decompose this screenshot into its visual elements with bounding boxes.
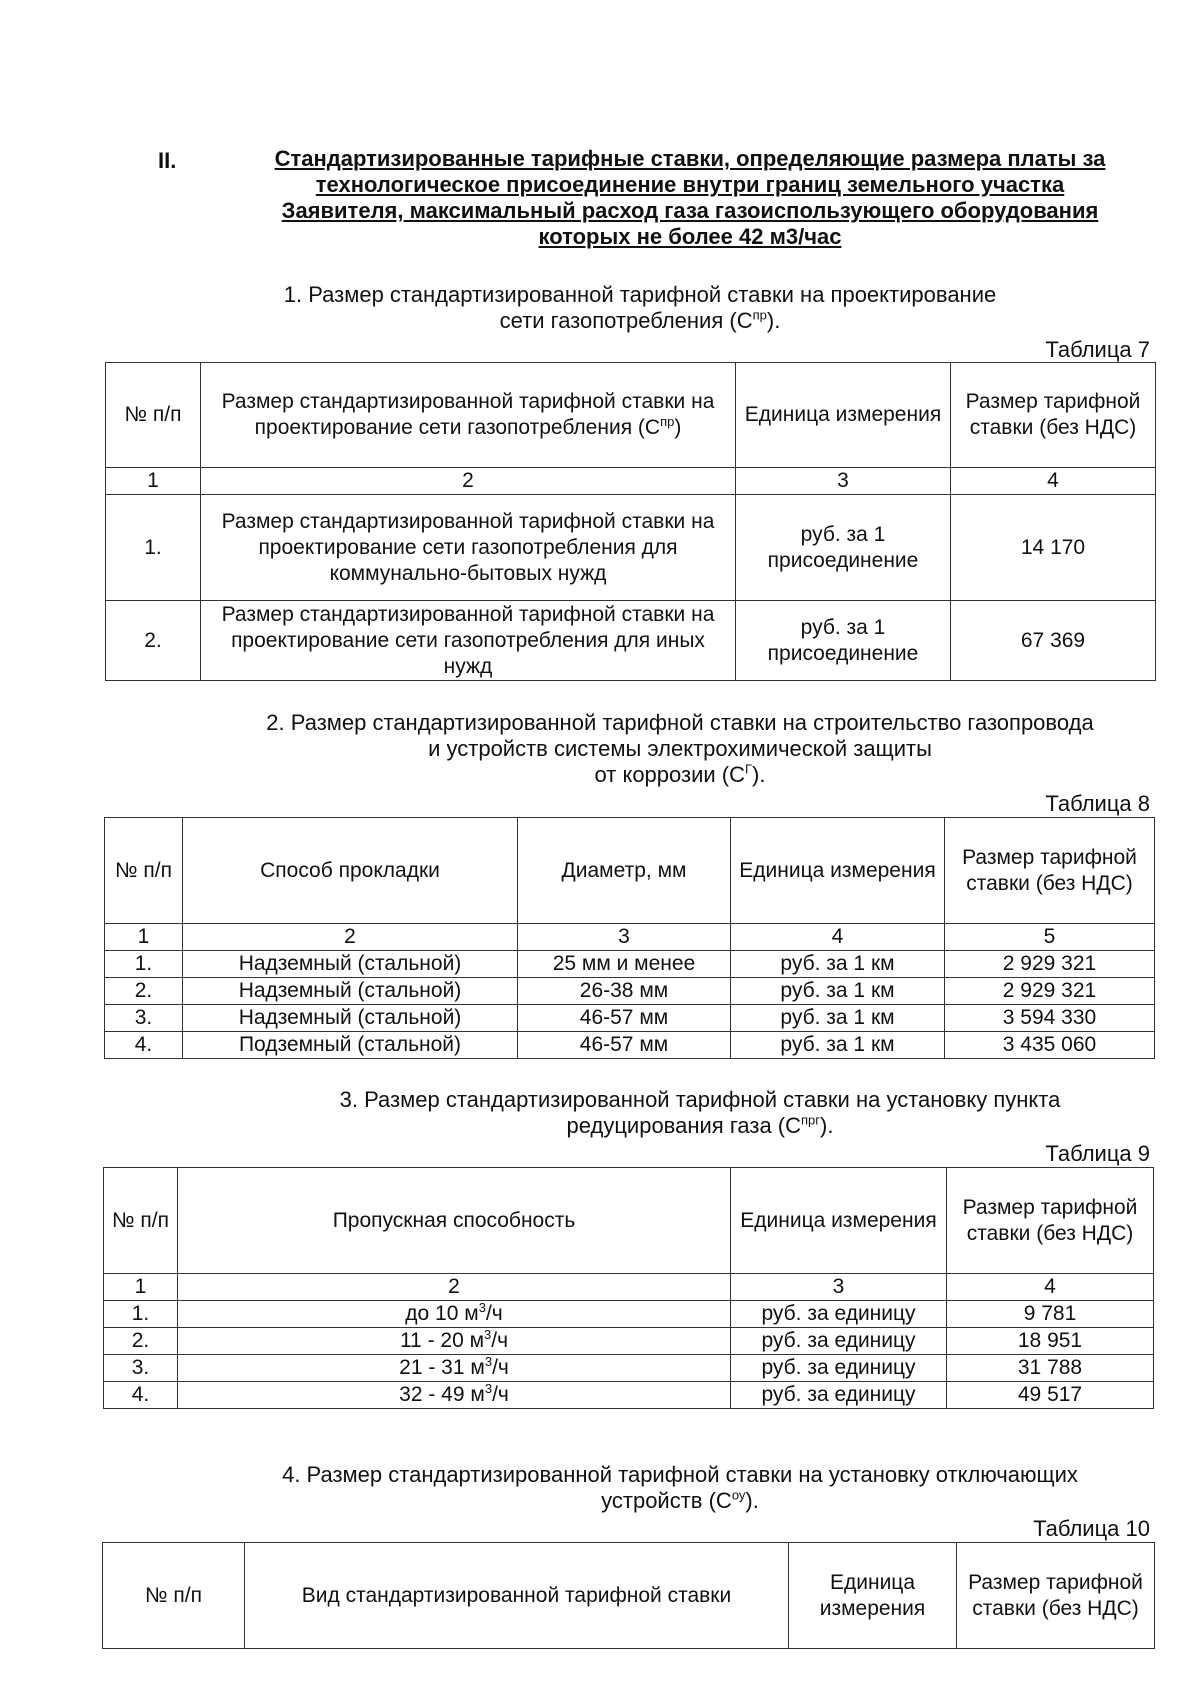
table8-header-row [105,818,1155,924]
table-row [105,978,1155,1005]
table8-cell-rate: 2 929 321 [945,951,1155,978]
table8-cell-diameter: 25 мм и менее [518,951,731,978]
table10-heading-text: ). [745,1488,759,1513]
table7-header-sup: пр [660,414,675,429]
table7-cell-num: 1. [106,495,201,601]
table8-heading-text: от коррозии (С [594,762,745,787]
table9-cell-unit: руб. за единицу [731,1355,947,1382]
table9-heading-line: 3. Размер стандартизированной тарифной ставки на установку пункта [339,1087,1061,1112]
table7-header-text: Размер стандартизированной тарифной ставки на проектирование сети газопотребления (С [221,390,715,439]
table7-header-row [106,363,1156,468]
table9-cell-rate: 31 788 [947,1355,1154,1382]
table-row [105,951,1155,978]
table9-cell-num: 1. [104,1301,178,1328]
table10-header-num: № п/п [103,1543,245,1649]
table8-colnum: 3 [518,924,731,951]
table10-header-kind: Вид стандартизированной тарифной ставки [245,1543,789,1649]
table8-label: Таблица 8 [1045,791,1150,816]
table8-cell-rate: 2 929 321 [945,978,1155,1005]
table9-colnum: 2 [178,1274,731,1301]
table7-cell-unit: руб. за 1 присоединение [736,601,951,681]
table8-cell-num: 3. [105,1005,183,1032]
capacity-value: до 10 [405,1302,459,1325]
table8-colnum: 2 [183,924,518,951]
table7-colnum: 2 [201,468,736,495]
table7-heading-line: 1. Размер стандартизированной тарифной ставки на проектирование [283,282,997,307]
capacity-value: 21 - 31 [399,1356,465,1379]
table8-cell-diameter: 46-57 мм [518,1032,731,1059]
table8-heading [200,710,1160,788]
table9-cell-rate: 9 781 [947,1301,1154,1328]
table9-header-row [104,1168,1154,1274]
section-title [220,146,1160,250]
table8-colnum: 1 [105,924,183,951]
capacity-unit: м [458,1302,479,1325]
table8-cell-method: Надземный (стальной) [183,978,518,1005]
table-row [106,601,1156,681]
table8-header-method: Способ прокладки [183,818,518,924]
table9-heading [250,1087,1150,1139]
table9-heading-sup: прг [801,1112,821,1128]
table-row [106,495,1156,601]
table8-heading-line: и устройств системы электрохимической защиты [428,736,932,761]
table7-header-num: № п/п [106,363,201,468]
table9-cell-unit: руб. за единицу [731,1328,947,1355]
table7-header-text: ) [674,416,682,439]
table9-heading-line [250,1113,1150,1139]
capacity-unit-sup: 3 [484,1327,492,1342]
table9-header-unit: Единица измерения [731,1168,947,1274]
capacity-unit-sup: 3 [478,1300,486,1315]
table-row [104,1382,1154,1409]
table7-cell-name: Размер стандартизированной тарифной ставки на проектирование сети газопотребления для иных нужд [201,601,736,681]
table7-heading [200,282,1080,334]
table10-header-unit: Единица измерения [789,1543,957,1649]
table8-cell-num: 4. [105,1032,183,1059]
table8-cell-rate: 3 594 330 [945,1005,1155,1032]
table9-label: Таблица 9 [1045,1141,1150,1166]
table8-header-unit: Единица измерения [731,818,945,924]
table7-cell-unit: руб. за 1 присоединение [736,495,951,601]
table8-cell-unit: руб. за 1 км [731,978,945,1005]
table7-cell-num: 2. [106,601,201,681]
table9-heading-text: редуцирования газа (С [566,1113,802,1138]
table8-cell-num: 2. [105,978,183,1005]
table7-header-unit: Единица измерения [736,363,951,468]
table7-heading-line [200,308,1080,334]
table8-cell-method: Подземный (стальной) [183,1032,518,1059]
table9-header-num: № п/п [104,1168,178,1274]
table8-colnum: 4 [731,924,945,951]
table8-heading-line: 2. Размер стандартизированной тарифной ставки на строительство газопровода [266,710,1094,735]
table7-colnum: 3 [736,468,951,495]
table8-cell-method: Надземный (стальной) [183,1005,518,1032]
table7-label: Таблица 7 [1045,337,1150,362]
section-title-line: которых не более 42 м3/час [538,224,842,249]
capacity-unit: м [464,1383,485,1406]
table9-cell-capacity [178,1301,731,1328]
table8-cell-method: Надземный (стальной) [183,951,518,978]
table-row [104,1328,1154,1355]
table8-header-rate: Размер тарифной ставки (без НДС) [945,818,1155,924]
table9-colnum: 3 [731,1274,947,1301]
section-number: II. [158,148,177,173]
capacity-value: 32 - 49 [399,1383,465,1406]
table8-cell-unit: руб. за 1 км [731,1005,945,1032]
table10-heading-sup: оу [731,1487,746,1503]
table9-cell-rate: 18 951 [947,1328,1154,1355]
table10-header-row [103,1543,1155,1649]
capacity-unit: /ч [492,1356,509,1379]
table9-heading-text: ). [820,1113,834,1138]
table10-heading-line [230,1488,1130,1514]
table9-cell-capacity [178,1328,731,1355]
table-row [105,1032,1155,1059]
table10-heading-text: устройств (С [601,1488,732,1513]
table8-cell-unit: руб. за 1 км [731,951,945,978]
capacity-unit: м [463,1329,485,1352]
table8-header-diameter: Диаметр, мм [518,818,731,924]
table7-colnum: 4 [951,468,1156,495]
table9 [103,1167,1154,1409]
table9-cell-num: 4. [104,1382,178,1409]
capacity-unit: /ч [492,1383,509,1406]
table9-cell-unit: руб. за единицу [731,1301,947,1328]
table7-colnum-row [106,468,1156,495]
table7-colnum: 1 [106,468,201,495]
table9-header-rate: Размер тарифной ставки (без НДС) [947,1168,1154,1274]
table10-heading [230,1462,1130,1514]
table8-colnum: 5 [945,924,1155,951]
table7-heading-text: сети газопотребления (С [499,308,753,333]
table10 [102,1542,1155,1649]
table-row [105,1005,1155,1032]
table8-cell-unit: руб. за 1 км [731,1032,945,1059]
table7-heading-sup: пр [752,307,767,323]
capacity-unit: /ч [491,1329,509,1352]
table9-cell-num: 3. [104,1355,178,1382]
table9-cell-unit: руб. за единицу [731,1382,947,1409]
table9-cell-rate: 49 517 [947,1382,1154,1409]
table8-heading-line [200,762,1160,788]
table7-cell-name: Размер стандартизированной тарифной ставки на проектирование сети газопотребления для коммунально-бытовых нужд [201,495,736,601]
table7-heading-text: ). [766,308,781,333]
capacity-unit: /ч [485,1302,503,1325]
table8-cell-diameter: 26-38 мм [518,978,731,1005]
table8-colnum-row [105,924,1155,951]
capacity-unit: м [464,1356,485,1379]
table7-header-rate: Размер тарифной ставки (без НДС) [951,363,1156,468]
table9-cell-capacity [178,1382,731,1409]
section-title-line: технологическое присоединение внутри границ земельного участка [315,172,1065,197]
section-title-line: Заявителя, максимальный расход газа газоиспользующего оборудования [281,198,1099,223]
table9-colnum-row [104,1274,1154,1301]
table9-colnum: 1 [104,1274,178,1301]
capacity-unit-sup: 3 [484,1381,493,1396]
table10-header-rate: Размер тарифной ставки (без НДС) [957,1543,1155,1649]
table8-cell-num: 1. [105,951,183,978]
section-title-line: Стандартизированные тарифные ставки, определяющие размера платы за [274,146,1106,171]
table8-heading-sup: Г [745,761,753,777]
table8-cell-rate: 3 435 060 [945,1032,1155,1059]
table7-cell-rate: 67 369 [951,601,1156,681]
table9-cell-capacity [178,1355,731,1382]
table10-label: Таблица 10 [1033,1516,1150,1541]
capacity-unit-sup: 3 [484,1354,493,1369]
capacity-value: 11 - 20 [399,1329,464,1352]
table8 [104,817,1155,1059]
table9-header-capacity: Пропускная способность [178,1168,731,1274]
table7-header-name [201,363,736,468]
table8-heading-text: ). [752,762,766,787]
table9-cell-num: 2. [104,1328,178,1355]
table-row [104,1301,1154,1328]
table7 [105,362,1156,681]
table9-colnum: 4 [947,1274,1154,1301]
table7-cell-rate: 14 170 [951,495,1156,601]
table-row [104,1355,1154,1382]
table8-header-num: № п/п [105,818,183,924]
table8-cell-diameter: 46-57 мм [518,1005,731,1032]
table10-heading-line: 4. Размер стандартизированной тарифной ставки на установку отключающих [282,1462,1078,1487]
